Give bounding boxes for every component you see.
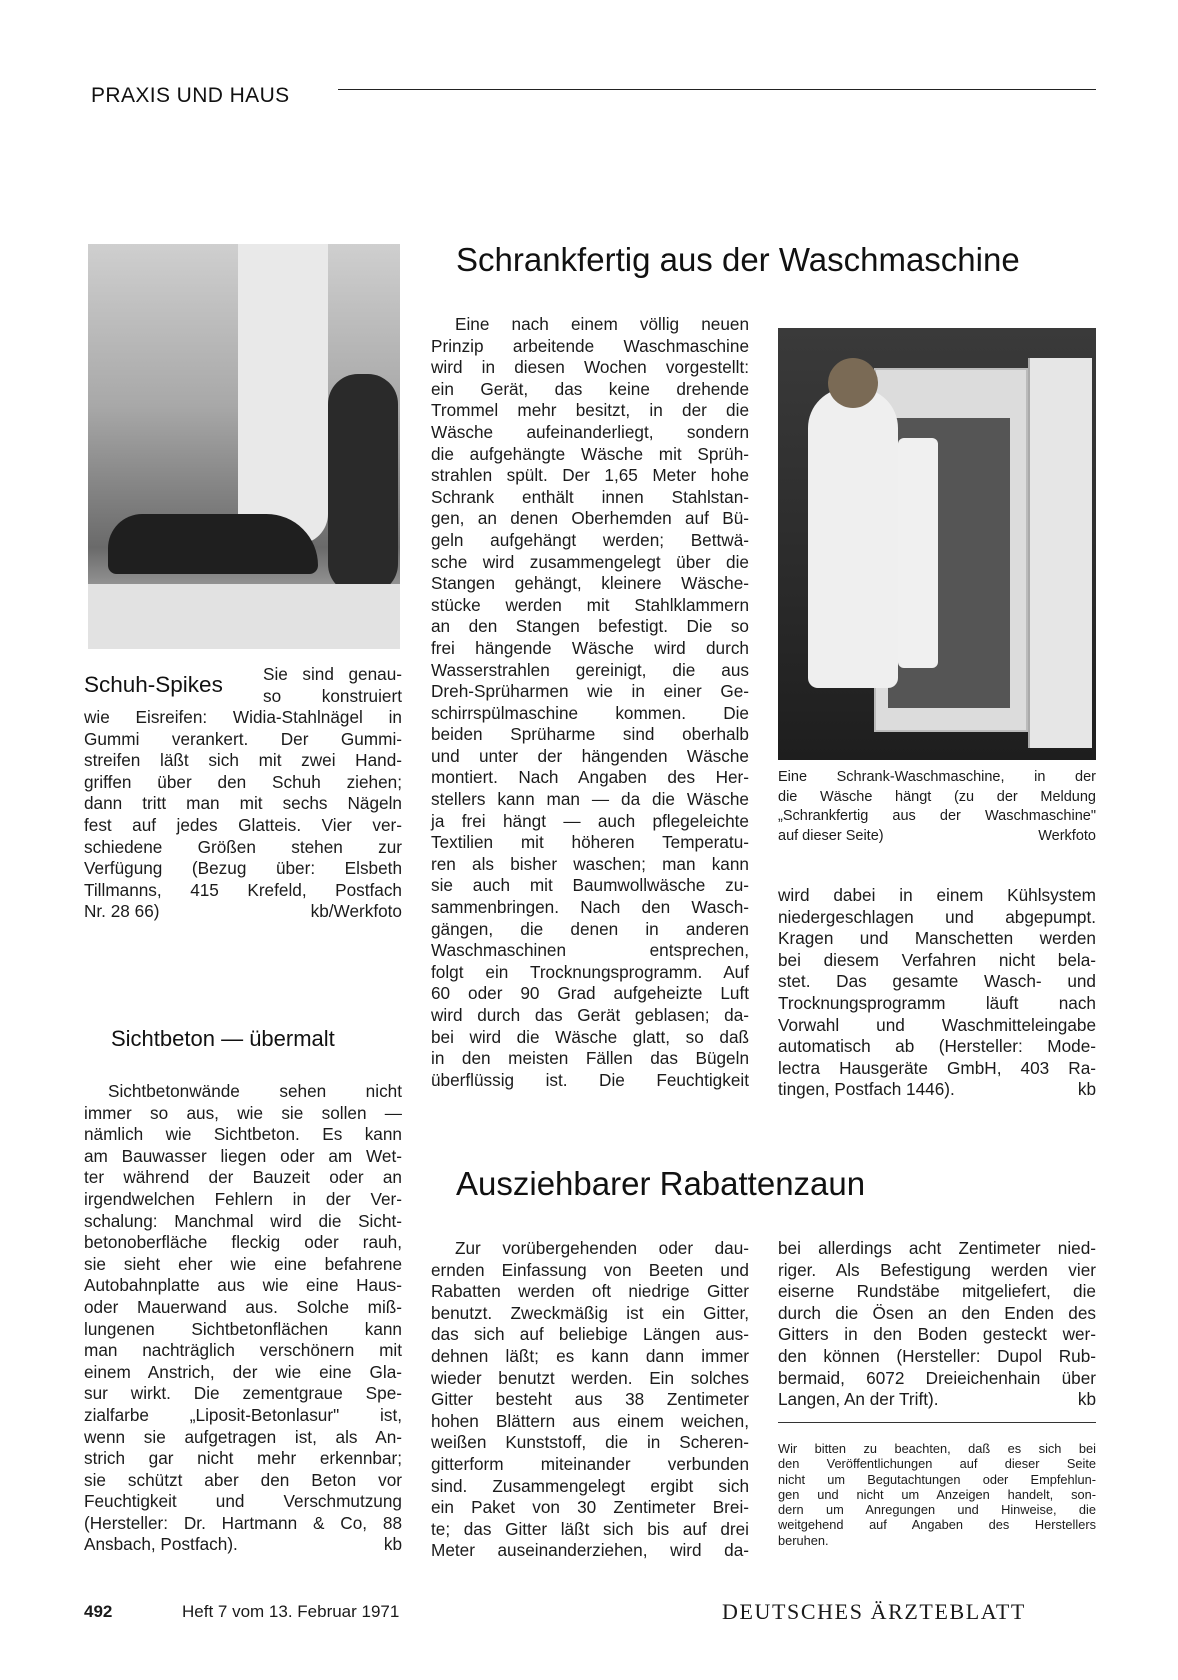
washing-photo-caption [778,768,1096,846]
wasch-line: schirrspülmaschine kommen. Die [431,702,749,723]
rabatten-col2-line: durch die Ösen an den Enden des [778,1302,1096,1323]
note-line: beruhen. [778,1532,829,1548]
wasch-line: die aufgehängte Wäsche mit Sprüh- [431,443,749,464]
sichtbeton-line: sie schützt aber den Beton vor [84,1469,402,1490]
waschmaschine-title: Schrankfertig aus der Waschmaschine [456,241,1020,278]
rabatten-line: wieder benutzt werden. Ein solches [431,1367,749,1388]
schuh-credit: kb/Werkfoto [310,901,402,922]
rabatten-line: sind. Zusammengelegt ergibt sich [431,1475,749,1496]
wasch-col2-line: Kragen und Manschetten werden [778,928,1096,949]
schuh-line: Gummi verankert. Der Gummi- [84,728,402,749]
caption-line: die Wäsche hängt (zu der Meldung [778,788,1096,805]
wasch-line: wird in diesen Wochen vorgestellt: [431,357,749,378]
rabatten-line: Rabatten werden oft niedrige Gitter [431,1281,749,1302]
wasch-col2-last-text: tingen, Postfach 1446). [778,1079,955,1100]
sichtbeton-line: zialfarbe „Liposit-Betonlasur" ist, [84,1404,402,1425]
wasch-line: sie auch mit Baumwollwäsche zu- [431,875,749,896]
rabatten-line: ein Paket von 30 Zentimeter Brei- [431,1497,749,1518]
wasch-line: sammenbringen. Nach den Wasch- [431,897,749,918]
schuh-line: wie Eisreifen: Widia-Stahlnägel in [84,707,402,727]
wasch-col2-line: lectra Hausgeräte GmbH, 403 Ra- [778,1057,1096,1078]
wasch-line: beiden Sprüharme sind oberhalb [431,724,749,745]
wasch-col2-last-line [778,1079,1096,1101]
note-line: gen und nicht um Anzeigen handelt, son- [778,1486,1096,1502]
sichtbeton-line: nämlich wie Sichtbeton. Es kann [84,1124,402,1145]
shoe-shape [108,514,318,574]
rabatten-line: weißen Kunststoff, die in Scheren- [431,1432,749,1453]
rabatten-line: dehnen läßt; es kann dann immer [431,1345,749,1366]
sichtbeton-line: betonoberfläche fleckig oder rauh, [84,1232,402,1253]
schuh-last-text: Nr. 28 66) [84,901,160,922]
wasch-line: bei wird die Wäsche glatt, so daß [431,1026,749,1047]
note-line: Wir bitten zu beachten, daß es sich bei [778,1441,1096,1456]
note-line: weitgehend auf Angaben des Herstellers [778,1517,1096,1533]
caption-line: Eine Schrank-Waschmaschine, in der [778,769,1096,785]
wasch-line: frei hängende Wäsche wird durch [431,637,749,658]
caption-last-text: auf dieser Seite) [778,827,884,844]
wasch-line: Eine nach einem völlig neuen [455,314,749,334]
rabatten-col2-line: riger. Als Befestigung werden vier [778,1259,1096,1280]
sichtbeton-line: man nachträglich verschönern mit [84,1340,402,1361]
wasch-line: wird durch das Gerät geblasen; da- [431,1005,749,1025]
sichtbeton-line: oder Mauerwand aus. Solche miß- [84,1296,402,1317]
caption-credit: Werkfoto [1038,827,1096,844]
schuh-line: streifen läßt sich mit zwei Hand- [84,750,402,771]
note-line: nicht um Begutachtungen oder Empfehlun- [778,1471,1096,1487]
rabatten-line: benutzt. Zweckmäßig ist ein Gitter, [431,1302,749,1323]
rabatten-line: gitterform miteinander verbunden [431,1453,749,1474]
sichtbeton-line: am Bauwasser liegen oder am Wet- [84,1145,402,1166]
rabatten-line: ernden Einfassung von Beeten und [431,1259,749,1280]
schuh-line: fest auf jedes Glatteis. Vier ver- [84,814,402,835]
wasch-line: Prinzip arbeitende Waschmaschine [431,335,749,356]
sichtbeton-line: strich gar nicht mehr erkennbar; [84,1448,402,1469]
wasch-line: Dreh-Sprüharmen wie in einer Ge- [431,681,749,702]
sichtbeton-line: einem Anstrich, der wie eine Gla- [84,1361,402,1382]
section-title: PRAXIS UND HAUS [91,84,290,107]
schuh-head-line: Sie sind genau- [263,664,402,684]
publication-name: DEUTSCHES ÄRZTEBLATT [722,1599,1026,1624]
waschmaschine-col2 [778,885,1096,1101]
shoe-spikes-photo [88,244,400,649]
wasch-col2-credit: kb [1077,1079,1096,1100]
wasch-line: stücke werden mit Stahlklammern [431,594,749,615]
rabatten-col2-line: eiserne Rundstäbe mitgeliefert, die [778,1281,1096,1302]
wasch-line: Wasserstrahlen gereinigt, die aus [431,659,749,680]
wasch-col2-line: niedergeschlagen und abgepumpt. [778,906,1096,927]
wasch-line: 60 oder 90 Grad aufgeheizte Luft [431,983,749,1004]
schuh-line: schiedene Größen stehen zur [84,836,402,857]
rabatten-col2-line: Gitters in den Boden gesteckt wer- [778,1324,1096,1345]
rabatten-col2-line: den können (Hersteller: Dupol Rub- [778,1345,1096,1366]
disclaimer-note [778,1441,1096,1548]
wasch-line: ren als bisher waschen; man kann [431,853,749,874]
wasch-col2-line: wird dabei in einem Kühlsystem [778,885,1096,905]
rabatten-line: Meter auseinanderziehen, wird da- [431,1540,749,1561]
sichtbeton-line: ter während der Bauzeit oder an [84,1167,402,1188]
sichtbeton-line: Sichtbetonwände sehen nicht [108,1081,402,1101]
header-rule [338,89,1096,90]
sichtbeton-line: lungenen Sichtbetonflächen kann [84,1318,402,1339]
wasch-line: an den Stangen befestigt. Die so [431,616,749,637]
waschmaschine-col1 [431,314,749,1091]
sichtbeton-article [84,1081,402,1556]
rabatten-line: hohen Blättern aus einem weichen, [431,1410,749,1431]
caption-line: „Schrankfertig aus der Waschmaschine" [778,808,1096,824]
cabinet-door-shape [1028,358,1092,748]
schuh-line: dann tritt man mit sechs Nägeln [84,793,402,814]
rabatten-col2-line: bei allerdings acht Zentimeter nied- [778,1238,1096,1258]
rabatten-line: Zur vorübergehenden oder dau- [455,1238,749,1258]
rabatten-col2-line: bermaid, 6072 Dreieichenhain über [778,1367,1096,1388]
schuh-last-line [84,901,402,923]
wasch-line: stellers kann man — da die Wäsche [431,789,749,810]
hanging-laundry-shape [898,438,938,668]
wasch-col2-line: stet. Das gesamte Wasch- und [778,971,1096,992]
sichtbeton-line: schalung: Manchmal wird die Sicht- [84,1210,402,1231]
rabatten-line: Gitter besteht aus 38 Zentimeter [431,1389,749,1410]
note-line: dern um Anregungen und Hinweise, die [778,1502,1096,1518]
wasch-col2-line: Vorwahl und Waschmitteleingabe [778,1014,1096,1035]
schuh-spikes-title: Schuh-Spikes [84,672,223,697]
schuh-head-line: so konstruiert [263,685,402,706]
wasch-line: sche wird zusammengelegt über die [431,551,749,572]
sichtbeton-credit: kb [383,1534,402,1555]
sichtbeton-line: immer so aus, wie sie sollen — [84,1102,402,1123]
wasch-line: Stangen gehängt, kleinere Wäsche- [431,573,749,594]
sichtbeton-last-line [84,1534,402,1556]
page-number: 492 [84,1602,113,1621]
schuh-spikes-article [84,664,402,923]
leg-shape [238,244,328,544]
rabatten-col2 [778,1238,1096,1411]
wasch-line: montiert. Nach Angaben des Her- [431,767,749,788]
sichtbeton-line: wenn sie aufgetragen ist, als An- [84,1426,402,1447]
wasch-col2-line: bei diesem Verfahren nicht bela- [778,949,1096,970]
wasch-line: und unter der hängenden Wäsche [431,745,749,766]
woman-hair-shape [828,358,878,408]
wasch-line: Textilien mit höheren Temperatu- [431,832,749,853]
issue-date: Heft 7 vom 13. Februar 1971 [182,1602,400,1621]
schuh-line: griffen über den Schuh ziehen; [84,771,402,792]
wasch-line: strahlen spült. Der 1,65 Meter hohe [431,465,749,486]
wasch-col2-line: Trocknungsprogramm läuft nach [778,992,1096,1013]
wasch-line: gängen, die denen in anderen [431,918,749,939]
wasch-line: in den meisten Fällen das Bügeln [431,1048,749,1069]
rabatten-line: te; das Gitter läßt sich bis auf drei [431,1518,749,1539]
wasch-line: geln aufgehängt werden; Bettwä- [431,529,749,550]
sichtbeton-line: (Hersteller: Dr. Hartmann & Co, 88 [84,1512,402,1533]
schuh-line: Tillmanns, 415 Krefeld, Postfach [84,879,402,900]
rabatten-title: Ausziehbarer Rabattenzaun [456,1165,866,1202]
wasch-line: folgt ein Trocknungsprogramm. Auf [431,961,749,982]
wasch-line: Waschmaschinen entsprechen, [431,940,749,961]
caption-last-line [778,827,1096,847]
sichtbeton-line: sur wirkt. Die zementgraue Spe- [84,1383,402,1404]
rabatten-col2-credit: kb [1077,1389,1096,1410]
rabatten-col2-last-text: Langen, An der Trift). [778,1389,939,1410]
spike-sole-shape [328,374,398,594]
sichtbeton-line: irgendwelchen Fehlern in der Ver- [84,1188,402,1209]
sichtbeton-line: sie sieht eher wie eine befahrene [84,1253,402,1274]
note-line: den Veröffentlichungen auf dieser Seite [778,1456,1096,1472]
wasch-line: gen, an denen Oberhemden auf Bü- [431,508,749,529]
sichtbeton-last-text: Ansbach, Postfach). [84,1534,238,1555]
rabatten-col2-last-line [778,1389,1096,1411]
wasch-col2-line: automatisch ab (Hersteller: Mode- [778,1036,1096,1057]
rabatten-col1 [431,1238,749,1562]
wasch-line: ein Gerät, das keine drehende [431,378,749,399]
wasch-line: Wäsche aufeinanderliegt, sondern [431,421,749,442]
sichtbeton-title: Sichtbeton — übermalt [111,1026,335,1051]
wasch-line: Trommel mehr besitzt, in der die [431,400,749,421]
schuh-line: Verfügung (Bezug über: Elsbeth [84,858,402,879]
sichtbeton-line: Feuchtigkeit und Verschmutzung [84,1491,402,1512]
sichtbeton-line: Autobahnplatte aus wie eine Haus- [84,1275,402,1296]
floor-shape [88,584,400,649]
wasch-line: ja frei hängt — auch pflegeleichte [431,810,749,831]
washing-cabinet-photo [778,328,1096,760]
wasch-line: Schrank enthält innen Stahlstan- [431,486,749,507]
note-rule [778,1422,1096,1423]
rabatten-line: das sich auf beliebige Längen aus- [431,1324,749,1345]
woman-figure-shape [808,388,898,688]
wasch-line: überflüssig ist. Die Feuchtigkeit [431,1069,749,1090]
